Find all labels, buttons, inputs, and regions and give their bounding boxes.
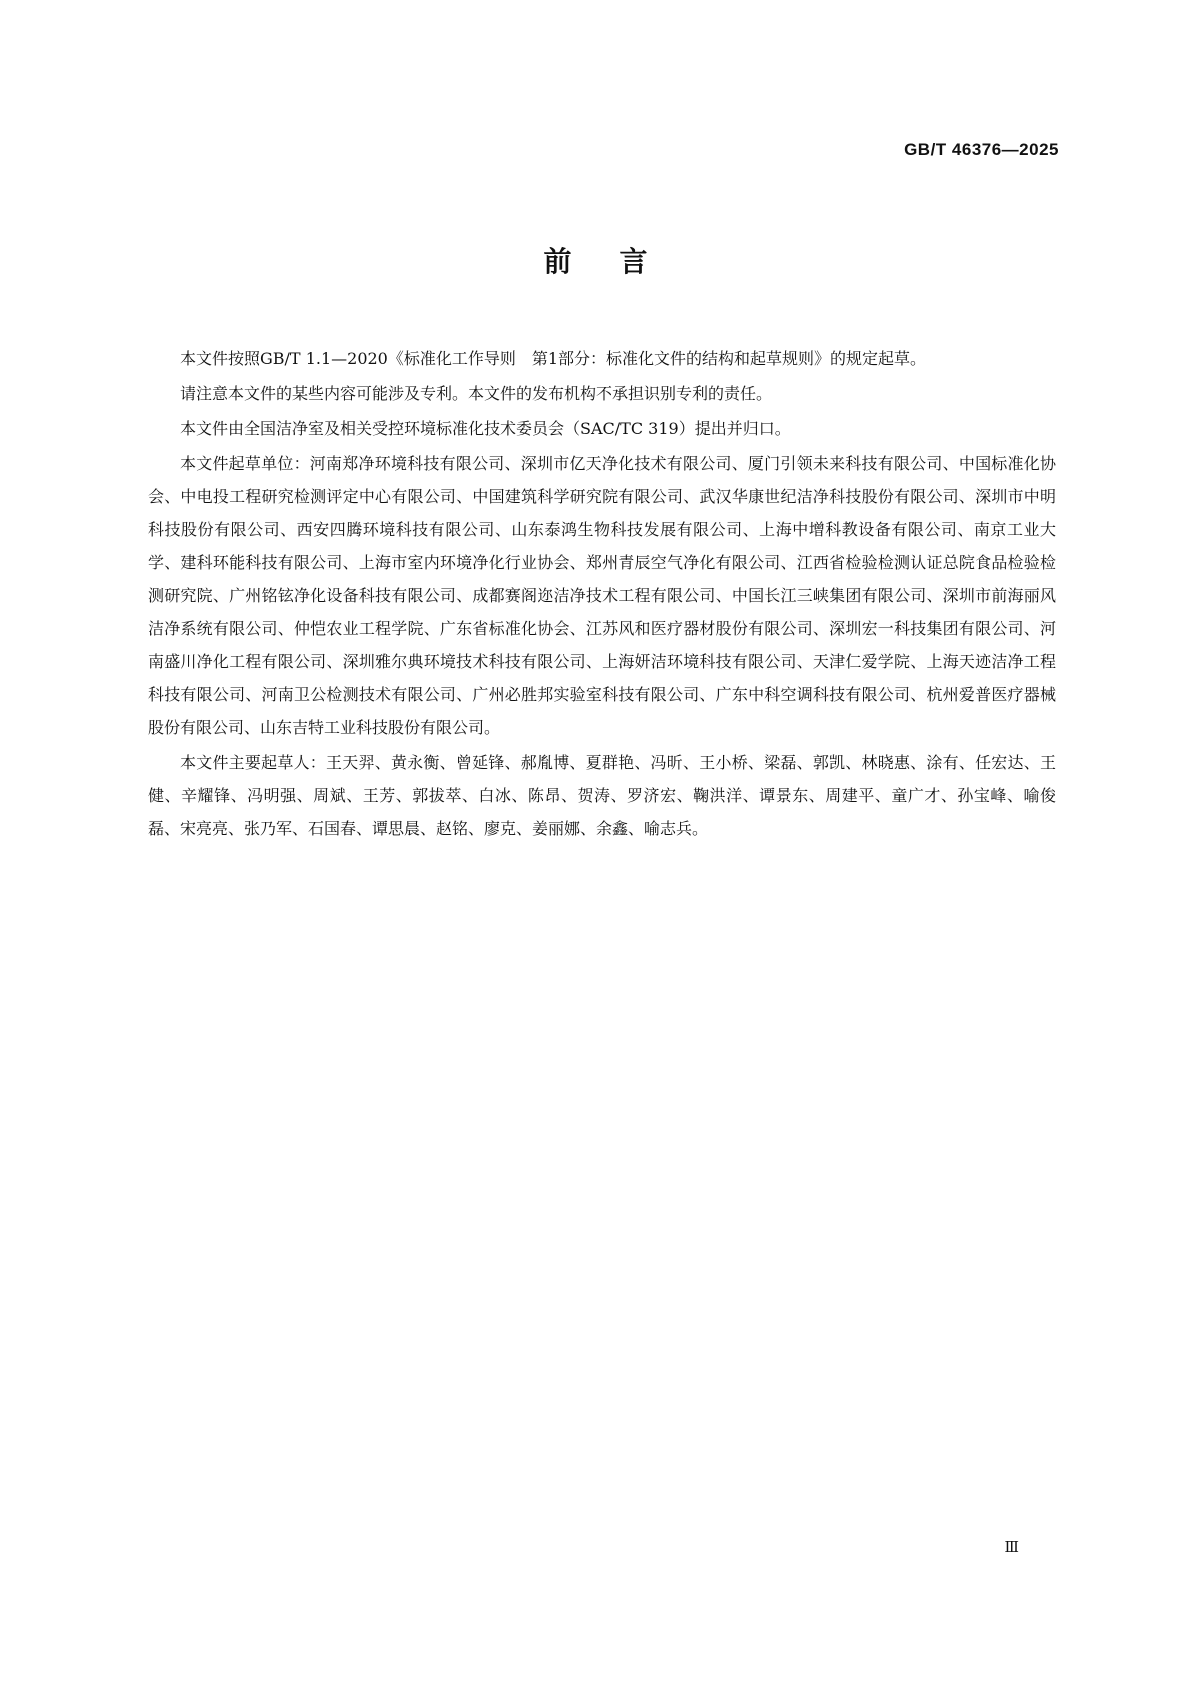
- paragraph-committee: 本文件由全国洁净室及相关受控环境标准化技术委员会（SAC/TC 319）提出并归口。: [180, 419, 791, 438]
- page-number: Ⅲ: [1004, 1538, 1019, 1556]
- paragraph-drafting-rules: 本文件按照GB/T 1.1—2020《标准化工作导则 第1部分：标准化文件的结构和起草规则》的规定起草。: [180, 349, 927, 368]
- page-title: 前言: [543, 245, 696, 278]
- paragraph-drafting-organizations: 本文件起草单位：河南郑净环境科技有限公司、深圳市亿天净化技术有限公司、厦门引领未来科技有限公司、中国标准化协会、中电投工程研究检测评定中心有限公司、中国建筑科学研究院有限公司、武汉华康世纪洁净科技股份有限公司、深圳市中明科技股份有限公司、西安四腾环境科技有限公司、山东泰鸿生物科技发展有限公司、上海中增科教设备有限公司、南京工业大学、建科环能科技有限公司、上海市室内环境净化行业协会、郑州青辰空气净化有限公司、江西省检验检测认证总院食品检验检测研究院、广州铭铉净化设备科技有限公司、成都赛阁迩洁净技术工程有限公司、中国长江三峡集团有限公司、深圳市前海丽风洁净系统有限公司、仲恺农业工程学院、广东省标准化协会、江苏风和医疗器材股份有限公司、深圳宏一科技集团有限公司、河南盛川净化工程有限公司、深圳雅尔典环境技术科技有限公司、上海妍洁环境科技有限公司、天津仁爱学院、上海天迹洁净工程科技有限公司、河南卫公检测技术有限公司、广州必胜邦实验室科技有限公司、广东中科空调科技有限公司、杭州爱普医疗器械股份有限公司、山东吉特工业科技股份有限公司。: [148, 454, 1056, 737]
- paragraph-main-drafters: 本文件主要起草人：王天羿、黄永衡、曾延锋、郝胤博、夏群艳、冯昕、王小桥、梁磊、郭凯、林晓惠、涂有、任宏达、王健、辛耀锋、冯明强、周斌、王芳、郭拔萃、白冰、陈昂、贺涛、罗济宏、鞠洪洋、谭景东、周建平、童广才、孙宝峰、喻俊磊、宋亮亮、张乃军、石国春、谭思晨、赵铭、廖克、姜丽娜、余鑫、喻志兵。: [148, 753, 1056, 838]
- standard-number: GB/T 46376—2025: [904, 140, 1059, 159]
- document-body: [148, 342, 1056, 847]
- paragraph-patent-notice: 请注意本文件的某些内容可能涉及专利。本文件的发布机构不承担识别专利的责任。: [180, 384, 773, 403]
